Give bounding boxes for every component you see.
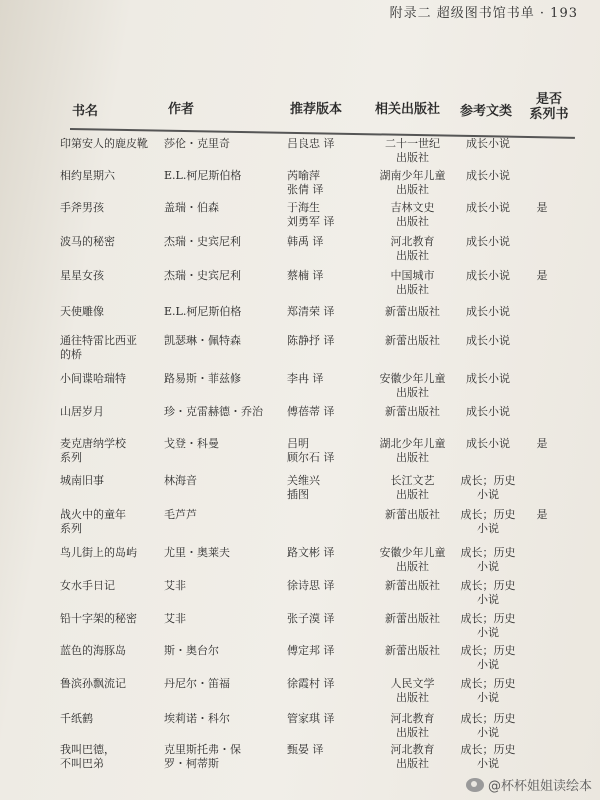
book-title: 小间谍哈瑞特 xyxy=(60,372,126,385)
header-genre: 参考文类 xyxy=(460,104,513,119)
book-version: 傅蓓蒂 译 xyxy=(287,405,335,418)
book-series-flag: 是 xyxy=(536,201,548,214)
book-publisher: 河北教育 出版社 xyxy=(390,712,435,739)
book-genre: 成长小说 xyxy=(466,372,510,385)
book-publisher: 新蕾出版社 xyxy=(385,644,440,657)
book-author: 丹尼尔・笛福 xyxy=(164,677,230,690)
book-author: 莎伦・克里奇 xyxy=(164,137,230,150)
header-publisher: 相关出版社 xyxy=(375,102,441,117)
book-publisher: 安徽少年儿童 出版社 xyxy=(379,546,446,573)
book-title: 麦克唐纳学校 系列 xyxy=(60,437,126,464)
book-title: 天使雕像 xyxy=(60,305,104,318)
book-genre: 成长；历史 小说 xyxy=(460,579,516,606)
header-version: 推荐版本 xyxy=(290,102,343,117)
book-title: 铅十字架的秘密 xyxy=(60,612,137,625)
book-version: 甄晏 译 xyxy=(287,743,324,756)
book-publisher: 二十一世纪 出版社 xyxy=(385,137,440,164)
book-genre: 成长；历史 小说 xyxy=(460,677,516,704)
book-version: 吕明 顾尔石 译 xyxy=(287,437,335,464)
book-genre: 成长；历史 小说 xyxy=(460,712,516,739)
book-publisher: 长江文艺 出版社 xyxy=(390,474,435,501)
book-version: 张子漠 译 xyxy=(287,612,335,625)
book-title: 山居岁月 xyxy=(60,405,104,418)
book-author: 毛芦芦 xyxy=(164,508,197,521)
book-version: 于海生 刘勇军 译 xyxy=(287,201,335,228)
book-version: 吕良忠 译 xyxy=(287,137,335,150)
book-genre: 成长；历史 小说 xyxy=(460,508,516,535)
book-publisher: 人民文学 出版社 xyxy=(390,677,435,704)
book-genre: 成长小说 xyxy=(466,437,510,450)
book-author: 盖瑞・伯森 xyxy=(164,201,219,214)
book-version: 李冉 译 xyxy=(287,372,324,385)
book-genre: 成长；历史 小说 xyxy=(460,546,516,573)
header-author: 作者 xyxy=(168,102,195,117)
book-version: 管家琪 译 xyxy=(287,712,335,725)
book-version: 郑清荣 译 xyxy=(287,305,335,318)
book-publisher: 新蕾出版社 xyxy=(385,334,440,347)
book-version: 徐诗思 译 xyxy=(287,579,335,592)
book-title: 千纸鹤 xyxy=(60,712,93,725)
book-title: 我叫巴德， 不叫巴弟 xyxy=(60,743,115,770)
book-publisher: 湖北少年儿童 出版社 xyxy=(379,437,446,464)
book-genre: 成长小说 xyxy=(466,269,510,282)
book-title: 城南旧事 xyxy=(60,474,104,487)
book-title: 战火中的童年 系列 xyxy=(60,508,126,535)
book-version: 路文彬 译 xyxy=(287,546,335,559)
weibo-watermark xyxy=(466,775,592,794)
book-genre: 成长；历史 小说 xyxy=(460,743,516,770)
book-version: 韩禹 译 xyxy=(287,235,324,248)
book-publisher: 新蕾出版社 xyxy=(385,305,440,318)
book-author: 戈登・科曼 xyxy=(164,437,219,450)
book-publisher: 新蕾出版社 xyxy=(385,579,440,592)
watermark-text: @杯杯姐姐读绘本 xyxy=(487,779,592,794)
book-author: 尤里・奥莱夫 xyxy=(164,546,230,559)
book-genre: 成长小说 xyxy=(466,305,510,318)
book-author: 凯瑟琳・佩特森 xyxy=(164,334,241,347)
book-title: 女水手日记 xyxy=(60,579,115,592)
book-author: 埃莉诺・科尔 xyxy=(164,712,230,725)
book-version: 蔡楠 译 xyxy=(287,269,324,282)
weibo-logo-icon xyxy=(466,778,484,792)
book-author: 珍・克雷赫德・乔治 xyxy=(164,405,263,418)
header-series: 是否 系列书 xyxy=(529,92,569,122)
book-genre: 成长小说 xyxy=(466,169,510,182)
book-genre: 成长；历史 小说 xyxy=(460,612,516,639)
book-genre: 成长小说 xyxy=(466,137,510,150)
book-genre: 成长小说 xyxy=(466,405,510,418)
book-title: 通往特雷比西亚 的桥 xyxy=(60,334,137,361)
book-series-flag: 是 xyxy=(536,437,548,450)
book-series-flag: 是 xyxy=(536,508,548,521)
book-author: 艾非 xyxy=(164,579,186,592)
book-publisher: 湖南少年儿童 出版社 xyxy=(379,169,446,196)
book-author: E.L.柯尼斯伯格 xyxy=(164,169,242,182)
book-title: 手斧男孩 xyxy=(60,201,104,214)
book-publisher: 新蕾出版社 xyxy=(385,405,440,418)
book-title: 鲁滨孙飘流记 xyxy=(60,677,126,690)
book-author: 艾非 xyxy=(164,612,186,625)
book-title: 波马的秘密 xyxy=(60,235,115,248)
book-publisher: 新蕾出版社 xyxy=(385,612,440,625)
book-version: 傅定邦 译 xyxy=(287,644,335,657)
book-author: 克里斯托弗・保 罗・柯蒂斯 xyxy=(164,743,241,770)
book-author: E.L.柯尼斯伯格 xyxy=(164,305,242,318)
book-publisher: 吉林文史 出版社 xyxy=(390,201,435,228)
book-title: 相约星期六 xyxy=(60,169,115,182)
book-author: 杰瑞・史宾尼利 xyxy=(164,269,241,282)
book-title: 印第安人的鹿皮靴 xyxy=(60,137,148,150)
book-author: 杰瑞・史宾尼利 xyxy=(164,235,241,248)
header-title: 书名 xyxy=(72,104,99,119)
book-series-flag: 是 xyxy=(536,269,548,282)
book-author: 斯・奥台尔 xyxy=(164,644,219,657)
book-author: 林海音 xyxy=(164,474,197,487)
book-publisher: 安徽少年儿童 出版社 xyxy=(379,372,446,399)
book-version: 陈静抒 译 xyxy=(287,334,335,347)
book-genre: 成长；历史 小说 xyxy=(460,474,516,501)
book-title: 星星女孩 xyxy=(60,269,104,282)
book-genre: 成长小说 xyxy=(466,334,510,347)
book-version: 关维兴 插图 xyxy=(287,474,320,501)
book-title: 鸟儿街上的岛屿 xyxy=(60,546,137,559)
book-genre: 成长小说 xyxy=(466,235,510,248)
book-publisher: 中国城市 出版社 xyxy=(390,269,435,296)
running-head: 附录二 超级图书馆书单 · 193 xyxy=(389,6,578,21)
book-genre: 成长小说 xyxy=(466,201,510,214)
book-version: 芮喻萍 张倩 译 xyxy=(287,169,324,196)
book-genre: 成长；历史 小说 xyxy=(460,644,516,671)
book-publisher: 新蕾出版社 xyxy=(385,508,440,521)
book-author: 路易斯・菲兹修 xyxy=(164,372,241,385)
book-title: 蓝色的海豚岛 xyxy=(60,644,126,657)
book-publisher: 河北教育 出版社 xyxy=(390,743,435,770)
book-publisher: 河北教育 出版社 xyxy=(390,235,435,262)
book-version: 徐霞村 译 xyxy=(287,677,335,690)
